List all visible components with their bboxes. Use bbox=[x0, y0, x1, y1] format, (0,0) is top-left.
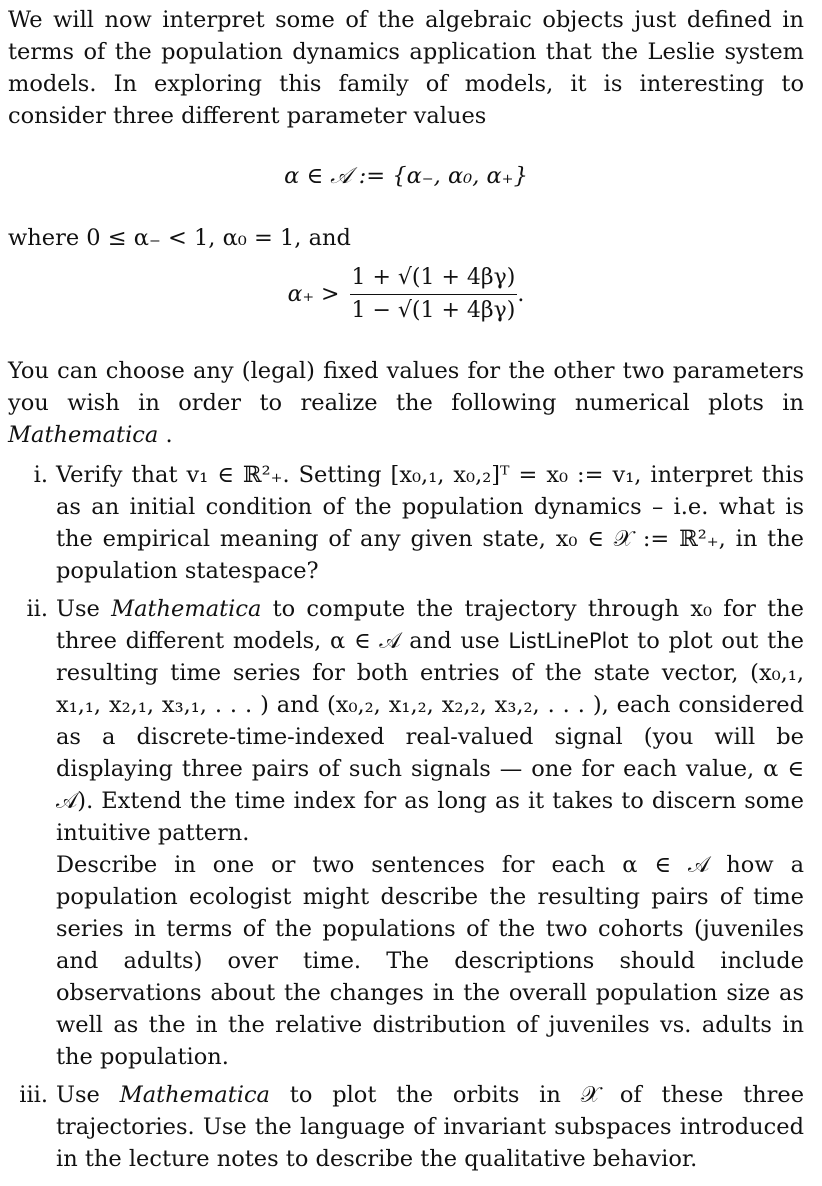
item-text: Use bbox=[56, 1082, 100, 1108]
inequality-fraction bbox=[350, 264, 518, 325]
mathematica-name: Mathematica bbox=[8, 422, 159, 448]
alpha-plus-inequality: α₊ > $\frac{1 + √(1 + 4\beta\gamma)}{1 - √(1 + 4\beta\gamma)}$ . bbox=[287, 265, 525, 323]
fraction-denominator: 1 − √(1 + 4βγ) bbox=[351, 298, 516, 323]
item-text-continuation: Describe in one or two sentences for each α ∈ 𝒜 how a population ecologist might describe the resulting pairs of time series in terms of the populations of the two cohorts (juveniles and adults) over time. The descriptions should include observations about the changes in the overall population size as well as the in the relative distribution of juveniles vs. adults in the population. bbox=[56, 852, 804, 1070]
list-item bbox=[8, 1079, 804, 1175]
item-body bbox=[56, 593, 804, 1073]
intro-paragraph: We will now interpret some of the algebraic objects just defined in terms of the population dynamics application that the Leslie system models. In exploring this family of models, it is interesting to consider three different parameter values bbox=[8, 7, 804, 129]
choose-text-end: . bbox=[165, 422, 173, 448]
code-function-name: ListLinePlot bbox=[508, 629, 629, 653]
choose-text: You can choose any (legal) fixed values for the other two parameters you wish in order to realize the following numerical plots in bbox=[8, 358, 804, 416]
mathematica-name: Mathematica bbox=[119, 1082, 270, 1108]
item-text: Use bbox=[56, 596, 100, 622]
mathematica-name: Mathematica bbox=[111, 596, 262, 622]
item-marker: iii. bbox=[19, 1082, 48, 1108]
inequality-lhs: α₊ > bbox=[287, 282, 340, 307]
list-item bbox=[8, 459, 804, 587]
alpha-set-display: α ∈ 𝒜 := {α₋, α₀, α₊} bbox=[284, 163, 528, 189]
list-item bbox=[8, 593, 804, 1073]
item-text: to compute the trajectory through x₀ for the three different models, α ∈ 𝒜 and use bbox=[56, 596, 804, 654]
item-text: to plot out the resulting time series for both entries of the state vector, (x₀,₁, x₁,₁, x₂,₁, x₃,₁, . . . ) and (x₀,₂, x₁,₂, x₂,₂, x₃,₂, . . . ), each considered as a discrete-time-indexed real-valued signal (you will be displaying three pairs of such signals — one for each value, α ∈ 𝒜). Extend the time index for as long as it takes to discern some intuitive pattern. bbox=[56, 628, 804, 846]
item-text: to plot the orbits in 𝒳 of these three trajectories. Use the language of invariant subspaces introduced in the lecture notes to describe the qualitative behavior. bbox=[56, 1082, 805, 1172]
item-marker: ii. bbox=[26, 596, 48, 622]
choose-paragraph bbox=[8, 355, 804, 451]
item-body: Verify that v₁ ∈ ℝ²₊. Setting [x₀,₁, x₀,₂]ᵀ = x₀ := v₁, interpret this as an initial condition of the population dynamics – i.e. what is the empirical meaning of any given state, x₀ ∈ 𝒳 := ℝ²₊, in the population statespace? bbox=[56, 462, 804, 584]
where-clause: where 0 ≤ α₋ < 1, α₀ = 1, and bbox=[8, 225, 351, 251]
question-list bbox=[8, 459, 804, 1175]
item-body bbox=[56, 1079, 804, 1175]
fraction-numerator: 1 + √(1 + 4βγ) bbox=[350, 264, 518, 295]
item-marker: i. bbox=[33, 462, 48, 488]
